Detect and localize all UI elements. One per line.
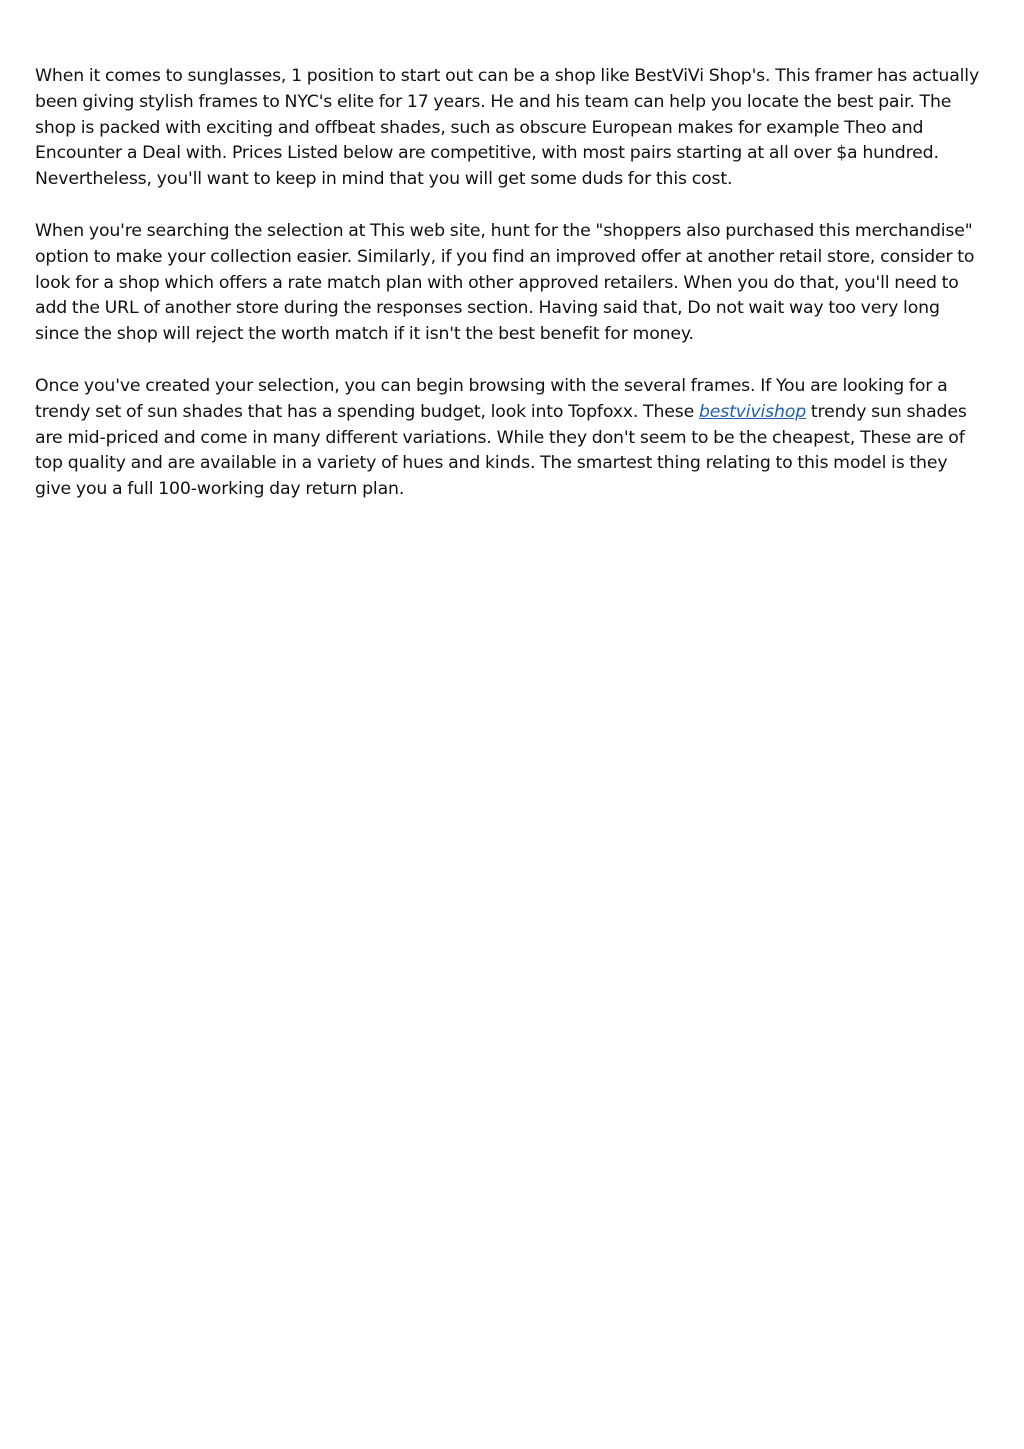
bestvivishop-link[interactable]: bestvivishop [698, 401, 807, 422]
paragraph-1: When it comes to sunglasses, 1 position to start out can be a shop like BestViVi Shop's. This framer has actually been giving stylish frames to NYC's elite for 17 years. He and his team can help you locate the best pair. The shop is packed with exciting and offbeat shades, such as obscure European makes for example Theo and Encounter a Deal with. Prices Listed below are competitive, with most pairs starting at all over $a hundred. Nevertheless, you'll want to keep in mind that you will get some duds for this cost. [35, 66, 980, 190]
paragraph-3 [35, 374, 988, 503]
paragraph-3-text-before: Once you've created your selection, you can begin browsing with the several frames. If You are looking for a trendy set of sun shades that has a spending budget, look into Topfoxx. These [35, 375, 948, 422]
paragraph-2: When you're searching the selection at This web site, hunt for the "shoppers also purchased this merchandise" option to make your collection easier. Similarly, if you find an improved offer at another retail store, consider to look for a shop which offers a rate match plan with other approved retailers. When you do that, you'll need to add the URL of another store during the responses section. Having said that, Do not wait way too very long since the shop will reject the worth match if it isn't the best benefit for money. [35, 220, 975, 345]
paragraph-3-text-after: trendy sun shades are mid-priced and come in many different variations. While they don't seem to be the cheapest, These are of top quality and are available in a variety of hues and kinds. The smartest thing relating to this model is they give you a full 100-working day return plan. [35, 401, 967, 500]
